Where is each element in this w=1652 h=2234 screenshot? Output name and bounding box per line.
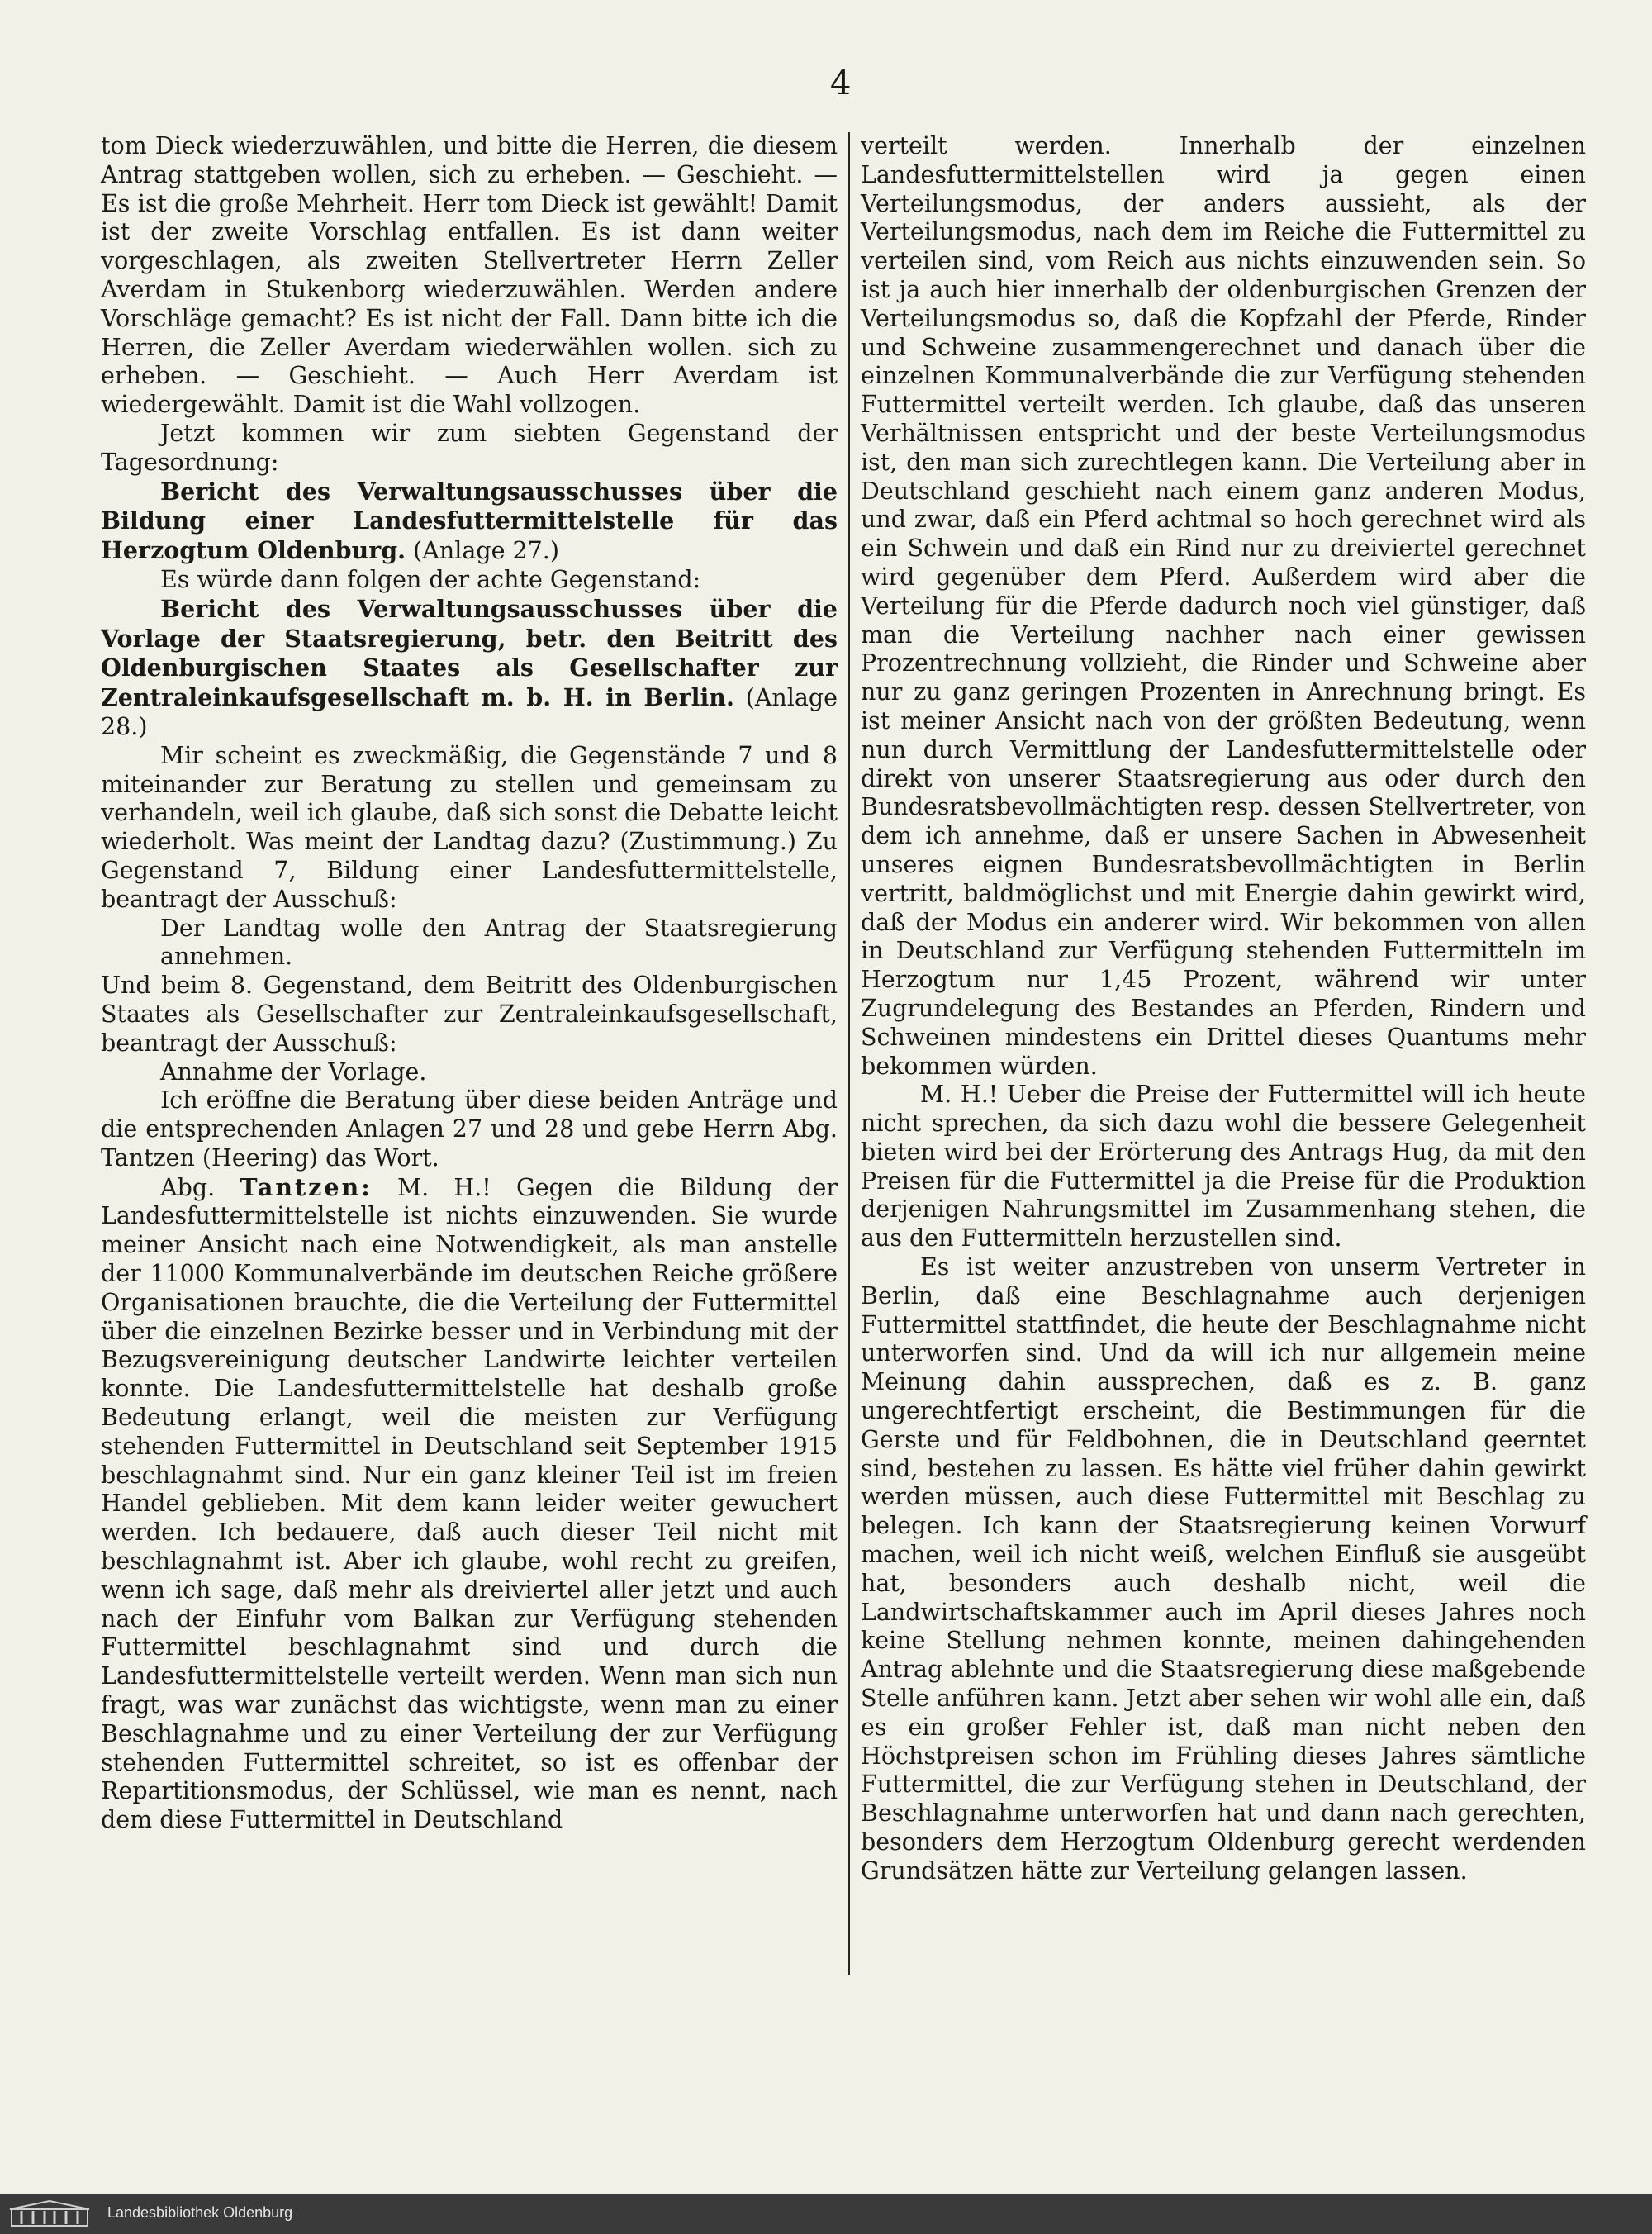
paragraph: Jetzt kommen wir zum siebten Gegenstand der Tagesordnung: <box>101 419 838 476</box>
library-building-icon <box>8 2199 91 2227</box>
footer-bar <box>0 2194 1652 2234</box>
motion-text: Annahme der Vorlage. <box>160 1058 427 1086</box>
speech-text: M. H.! Gegen die Bildung der Landesfuttermittelstelle ist nichts einzuwenden. Sie wurde meiner Ansicht nach eine Notwendigkeit, als man anstelle der 11000 Kommunalverbände im deutschen Reiche größere Organisationen brauchte, die die Verteilung der Futtermittel über die einzelnen Bezirke besser und in Verbindung mit der Bezugsvereinigung deutscher Landwirte leichter verteilen konnte. Die Landesfuttermittelstelle hat deshalb große Bedeutung erlangt, weil die meisten zur Verfügung stehenden Futtermittel in Deutschland seit September 1915 beschlagnahmt sind. Nur ein ganz kleiner Teil ist im freien Handel geblieben. Mit dem kann leider weiter gewuchert werden. Ich bedauere, daß auch dieser Teil nicht mit beschlagnahmt ist. Aber ich glaube, wohl recht zu greifen, wenn ich sage, daß mehr als dreiviertel aller jetzt und auch nach der Einfuhr vom Balkan zur Verfügung stehenden Futtermittel beschlagnahmt sind und durch die Landesfuttermittelstelle verteilt werden. Wenn man sich nun fragt, was war zunächst das wichtigste, wenn man zu einer Beschlagnahme und zu einer Verteilung der zur Verfügung stehenden Futtermittel schreitet, so ist es offenbar der Repartitionsmodus, der Schlüssel, wie man es nennt, nach dem diese Futtermittel in Deutschland <box>101 1173 838 1834</box>
right-column <box>861 132 1586 1886</box>
paragraph: M. H.! Ueber die Preise der Futtermittel will ich heute nicht sprechen, da sich dazu wohl die bessere Gelegenheit bieten wird bei der Erörterung des Antrags Hug, da mit den Preisen für die Futtermittel ja die Preise für die Produktion derjenigen Nahrungsmittel im Zusammenhang stehen, die aus den Futtermitteln herzustellen sind. <box>861 1081 1586 1252</box>
speaker-prefix: Abg. <box>160 1173 240 1201</box>
speaker-name: Tantzen: <box>240 1172 373 1201</box>
paragraph: Es ist weiter anzustreben von unserm Vertreter in Berlin, daß eine Beschlagnahme auch derjenigen Futtermittel stattfindet, die heute der Beschlagnahme nicht unterworfen sind. Und da will ich nur allgemein meine Meinung dahin aussprechen, daß es z. B. ganz ungerechtfertigt erscheint, die Bestimmungen für die Gerste und für Feldbohnen, die in Deutschland geerntet sind, bestehen zu lassen. Es hätte viel früher dahin gewirkt werden müssen, auch diese Futtermittel mit Beschlag zu belegen. Ich kann der Staatsregierung keinen Vorwurf machen, weil ich nicht weiß, welchen Einfluß sie ausgeübt hat, besonders auch deshalb nicht, weil die Landwirtschaftskammer auch im April dieses Jahres noch keine Stellung nehmen konnte, meinen dahingehenden Antrag ablehnte und die Staatsregierung diese maßgebende Stelle anführen kann. Jetzt aber sehen wir wohl alle ein, daß es ein großer Fehler ist, daß man nicht neben den Höchstpreisen schon im Frühling dieses Jahres sämtliche Futtermittel, die zur Verfügung stehen in Deutschland, der Beschlagnahme unterworfen hat und dann nach gerechten, besonders dem Herzogtum Oldenburg gerecht werdenden Grundsätzen hätte zur Verteilung gelangen lassen. <box>861 1253 1586 1885</box>
paragraph: tom Dieck wiederzuwählen, und bitte die Herren, die diesem Antrag stattgeben wollen, sich zu erheben. — Geschieht. — Es ist die große Mehrheit. Herr tom Dieck ist gewählt! Damit ist der zweite Vorschlag entfallen. Es ist dann weiter vorgeschlagen, als zweiten Stellvertreter Herrn Zeller Averdam in Stukenborg wiederzuwählen. Werden andere Vorschläge gemacht? Es ist nicht der Fall. Dann bitte ich die Herren, die Zeller Averdam wiederwählen wollen. sich zu erheben. — Geschieht. — Auch Herr Averdam ist wiedergewählt. Damit ist die Wahl vollzogen. <box>101 132 838 419</box>
agenda-item-7 <box>101 478 838 566</box>
speech-paragraph <box>101 1173 838 1835</box>
paragraph: Es würde dann folgen der achte Gegenstand: <box>160 565 701 593</box>
agenda-item-annex: (Anlage 28.) <box>101 684 838 740</box>
agenda-item-8 <box>101 595 838 742</box>
left-column <box>101 132 838 1835</box>
paragraph: verteilt werden. Innerhalb der einzelnen Landesfuttermittelstellen wird ja gegen einen Verteilungsmodus, der anders aussieht, als der Verteilungsmodus, nach dem im Reiche die Futtermittel zu verteilen sind, vom Reich aus nichts einzuwenden sein. So ist ja auch hier innerhalb der oldenburgischen Grenzen der Verteilungsmodus so, daß die Kopfzahl der Pferde, Rinder und Schweine zusammengerechnet und danach über die einzelnen Kommunalverbände die zur Verfügung stehenden Futtermittel verteilt werden. Ich glaube, daß das unseren Verhältnissen entspricht und der beste Verteilungsmodus ist, den man sich zurechtlegen kann. Die Verteilung aber in Deutschland geschieht nach einem ganz anderen Modus, und zwar, daß ein Pferd achtmal so hoch gerechnet wird als ein Schwein und daß ein Rind nur zu dreiviertel gerechnet wird gegenüber dem Pferd. Außerdem wird aber die Verteilung für die Pferde dadurch noch viel günstiger, daß man die Verteilung nachher nach einer gewissen Prozentrechnung vollzieht, die Rinder und Schweine aber nur zu ganz geringen Prozenten in Anrechnung bringt. Es ist meiner Ansicht nach von der größten Bedeutung, wenn nun durch Vermittlung der Landesfuttermittelstelle oder direkt von unserer Staatsregierung aus oder durch den Bundesratsbevollmächtigten resp. dessen Stellvertreter, von dem ich annehme, daß er unsere Sachen in Abwesenheit unseres eignen Bundesratsbevollmächtigten in Berlin vertritt, baldmöglichst und mit Energie dahin gewirkt wird, daß der Modus ein anderer wird. Wir bekommen von allen in Deutschland zur Verfügung stehenden Futtermitteln im Herzogtum nur 1,45 Prozent, während wir unter Zugrundelegung des Bestandes an Pferden, Rindern und Schweinen mindestens ein Drittel dieses Quantums mehr bekommen würden. <box>861 132 1586 1080</box>
paragraph: Mir scheint es zweckmäßig, die Gegenstände 7 und 8 miteinander zur Beratung zu stellen und gemeinsam zu verhandeln, weil ich glaube, daß sich sonst die Debatte leicht wiederholt. Was meint der Landtag dazu? (Zustimmung.) Zu Gegenstand 7, Bildung einer Landesfuttermittelstelle, beantragt der Ausschuß: <box>101 741 838 913</box>
agenda-item-title: Bericht des Verwaltungsausschusses über die Bildung einer Landesfuttermittelstelle für das Herzogtum Oldenburg. <box>101 477 838 565</box>
motion-text: Der Landtag wolle den Antrag der Staatsregierung annehmen. <box>160 914 838 971</box>
paragraph: Und beim 8. Gegenstand, dem Beitritt des Oldenburgischen Staates als Gesellschafter zur Zentraleinkaufsgesellschaft, beantragt der Ausschuß: <box>101 972 838 1057</box>
agenda-item-annex: (Anlage 27.) <box>406 537 559 565</box>
agenda-item-title: Bericht des Verwaltungsausschusses über die Vorlage der Staatsregierung, betr. den Beitritt des Oldenburgischen Staates als Gesellschafter zur Zentraleinkaufsgesellschaft m. b. H. in Berlin. <box>101 594 838 712</box>
library-name: Landesbibliothek Oldenburg <box>107 2204 293 2221</box>
column-divider <box>848 132 850 1975</box>
page-number: 4 <box>830 64 852 102</box>
paragraph: Ich eröffne die Beratung über diese beiden Anträge und die entsprechenden Anlagen 27 und 28 und gebe Herrn Abg. Tantzen (Heering) das Wort. <box>101 1086 838 1172</box>
